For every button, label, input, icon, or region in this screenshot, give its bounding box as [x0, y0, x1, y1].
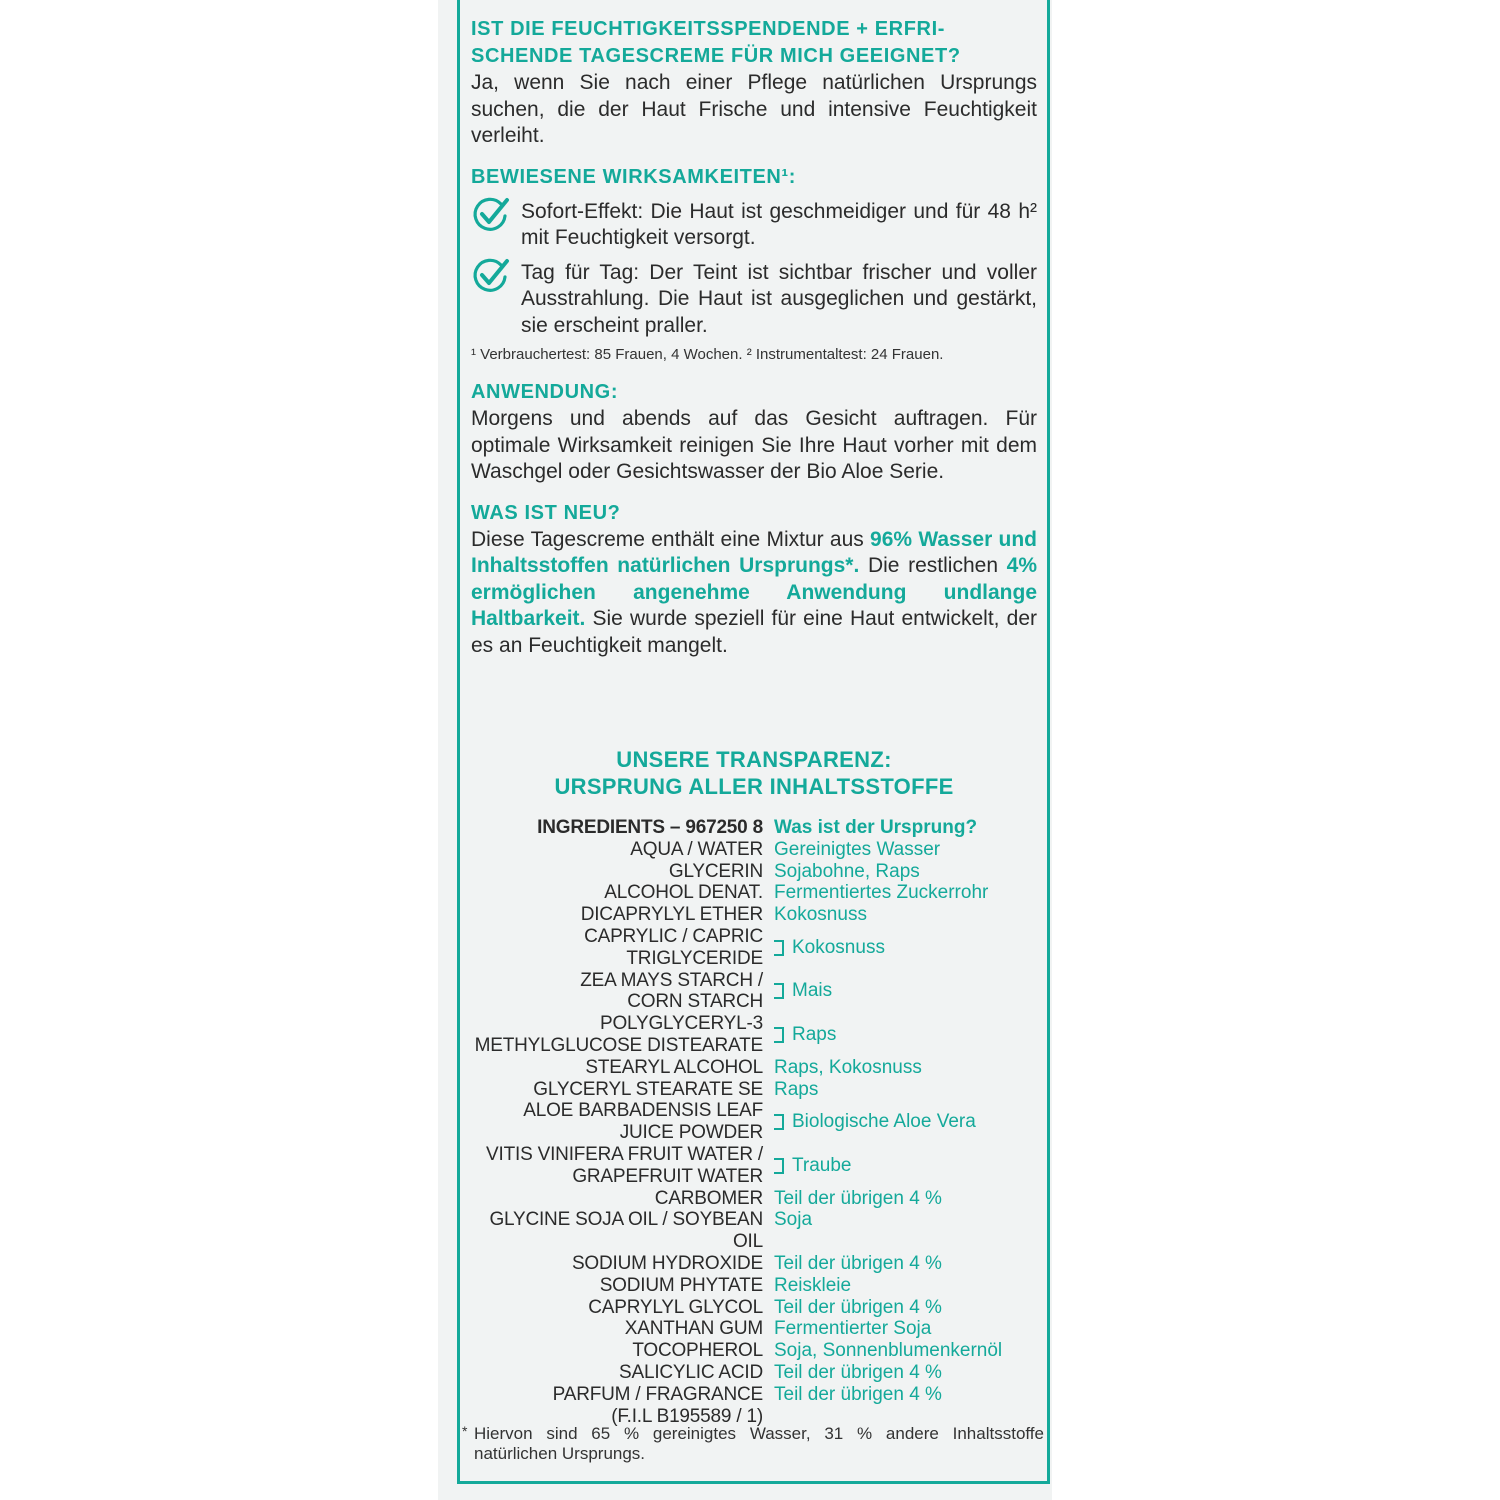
ingredient-name-line: GLYCINE SOJA OIL / SOYBEAN OIL [489, 1209, 763, 1253]
section3-heading: ANWENDUNG: [471, 381, 619, 403]
section1-heading-line2: SCHENDE TAGESCREME FÜR MICH GEEIGNET? [471, 45, 961, 67]
ingredient-origin-text: Soja, Sonnenblumenkernöl [774, 1340, 1003, 1362]
ingredient-row [460, 904, 1040, 926]
ingredient-origin-text: Teil der übrigen 4 % [774, 1383, 942, 1405]
ingredient-origin [763, 1340, 1040, 1362]
section4-highlight-2: 4% ermöglichen angenehme Anwendung undlange Haltbarkeit. [471, 554, 1037, 630]
ingredient-name-line: ALOE BARBADENSIS LEAF [523, 1100, 763, 1122]
ingredient-row [460, 1340, 1040, 1362]
ingredient-name [460, 1144, 763, 1188]
ingredient-origin [763, 1209, 1040, 1253]
ingredient-name-line: AQUA / WATER [630, 838, 763, 860]
section1-heading-line1: IST DIE FEUCHTIGKEITSSPENDENDE + ERFRI- [471, 18, 946, 40]
ingredient-origin-text: Teil der übrigen 4 % [774, 1361, 942, 1383]
ingredient-name [460, 1057, 763, 1079]
ingredient-origin-text: Gereinigtes Wasser [774, 838, 941, 860]
ingredient-origin [763, 1013, 1040, 1057]
ingredient-name-line: JUICE POWDER [619, 1122, 763, 1144]
ingredient-origin [763, 882, 1040, 904]
ingredient-row [460, 1057, 1040, 1079]
section2-heading: BEWIESENE WIRKSAMKEITEN¹: [471, 165, 796, 188]
ingredient-row [460, 1013, 1040, 1057]
ingredient-origin [763, 1253, 1040, 1275]
ingredient-row [460, 1209, 1040, 1253]
transparency-title-line2: URSPRUNG ALLER INHALTSSTOFFE [554, 774, 954, 799]
ingredient-origin-text: Raps [792, 1024, 837, 1046]
footer-star: * [462, 1423, 468, 1439]
ingredient-row [460, 1253, 1040, 1275]
ingredient-name-line: CARBOMER [654, 1187, 763, 1209]
ingredient-origin-text: Teil der übrigen 4 % [774, 1187, 942, 1209]
check-circle-icon [471, 256, 511, 296]
ingredient-name-line: XANTHAN GUM [624, 1318, 763, 1340]
section4-text-3: Sie wurde speziell für eine Haut entwickelt, der es an Feuchtigkeit mangelt. [471, 607, 1037, 657]
ingredient-name [460, 861, 763, 883]
ingredient-origin-text: Soja [774, 1209, 813, 1231]
ingredient-name-line: TRIGLYCERIDE [626, 947, 763, 969]
ingredient-name-line: PARFUM / FRAGRANCE [552, 1383, 763, 1405]
ingredient-origin [763, 1297, 1040, 1319]
ingredient-origin-text: Kokosnuss [774, 904, 867, 926]
ingredient-origin [763, 1318, 1040, 1340]
efficacy-footnote: ¹ Verbrauchertest: 85 Frauen, 4 Wochen. ² Instrumentaltest: 24 Frauen. [471, 346, 944, 363]
ingredient-origin-text: Teil der übrigen 4 % [774, 1296, 942, 1318]
ingredient-origin-text: Teil der übrigen 4 % [774, 1252, 942, 1274]
ingredient-name [460, 882, 763, 904]
ingredient-origin [763, 839, 1040, 861]
ingredient-row [460, 970, 1040, 1014]
ingredient-name-line: METHYLGLUCOSE DISTEARATE [474, 1034, 763, 1056]
ingredient-name [460, 1340, 763, 1362]
section4-highlight-1: 96% Wasser und Inhaltsstoffen natürlichen Ursprungs*. [471, 527, 1037, 577]
ingredient-origin [763, 970, 1040, 1014]
ingredient-row [460, 1297, 1040, 1319]
bracket-icon [774, 983, 784, 999]
ingredient-name-line: STEARYL ALCOHOL [585, 1056, 763, 1078]
ingredients-header-right: Was ist der Ursprung? [774, 817, 978, 838]
ingredient-origin [763, 1384, 1040, 1406]
transparency-title-line1: UNSERE TRANSPARENZ: [616, 747, 892, 772]
ingredient-name [460, 1188, 763, 1210]
ingredient-name [460, 1318, 763, 1340]
ingredients-header-left: INGREDIENTS – 967250 8 [537, 817, 763, 838]
ingredient-name-line: GLYCERYL STEARATE SE [533, 1078, 763, 1100]
bracket-icon [774, 1027, 784, 1043]
ingredient-row [460, 1079, 1040, 1101]
ingredient-name [460, 1253, 763, 1275]
ingredients-table [460, 817, 1040, 1427]
ingredient-name [460, 1384, 763, 1406]
ingredient-origin-text: Mais [792, 980, 833, 1002]
ingredient-origin [763, 1188, 1040, 1210]
ingredient-origin-text: Traube [792, 1154, 852, 1176]
ingredient-name-line: SALICYLIC ACID [619, 1361, 763, 1383]
footer-note [460, 1424, 1044, 1464]
ingredient-name-line: SODIUM PHYTATE [599, 1274, 763, 1296]
ingredient-origin [763, 861, 1040, 883]
ingredient-name [460, 1275, 763, 1297]
ingredient-name [460, 1297, 763, 1319]
ingredient-row [460, 1188, 1040, 1210]
ingredient-row [460, 861, 1040, 883]
efficacy-item-2-text: Tag für Tag: Der Teint ist sichtbar frischer und voller Ausstrahlung. Die Haut ist ausgeglichen und gestärkt, sie erscheint praller. [521, 260, 1037, 337]
ingredient-name [460, 1100, 763, 1144]
ingredient-origin [763, 1079, 1040, 1101]
ingredient-origin [763, 1275, 1040, 1297]
section3-body: Morgens und abends auf das Gesicht auftragen. Für optimale Wirksamkeit reinigen Sie Ihre Haut vorher mit dem Waschgel oder Gesichtswasser der Bio Aloe Serie. [471, 407, 1037, 483]
ingredient-row [460, 1144, 1040, 1188]
ingredient-origin-text: Kokosnuss [792, 936, 885, 958]
ingredient-origin [763, 904, 1040, 926]
ingredient-name-line: GLYCERIN [668, 860, 763, 882]
ingredient-name [460, 1362, 763, 1384]
info-content [471, 16, 1037, 659]
ingredient-row [460, 882, 1040, 904]
section1-body: Ja, wenn Sie nach einer Pflege natürlichen Ursprungs suchen, die der Haut Frische und intensive Feuchtigkeit verleiht. [471, 71, 1037, 147]
section4-text-2: Die restlichen [859, 554, 1007, 577]
check-circle-icon [471, 195, 511, 235]
ingredient-origin-text: Fermentiertes Zuckerrohr [774, 882, 989, 904]
transparency-title [471, 746, 1037, 800]
ingredient-name [460, 1209, 763, 1253]
section4-text-1: Diese Tagescreme enthält eine Mixtur aus [471, 527, 871, 551]
ingredient-name-line: CAPRYLIC / CAPRIC [584, 925, 763, 947]
ingredient-origin-text: Biologische Aloe Vera [792, 1111, 976, 1133]
ingredient-row [460, 1384, 1040, 1406]
ingredient-name-line: (F.I.L B195589 / 1) [611, 1405, 763, 1427]
ingredient-row [460, 1362, 1040, 1384]
ingredient-origin [763, 1362, 1040, 1384]
ingredient-origin [763, 926, 1040, 970]
ingredient-name-line: CORN STARCH [627, 991, 763, 1013]
ingredient-name-line: CAPRYLYL GLYCOL [588, 1296, 763, 1318]
ingredient-origin-text: Raps [774, 1078, 819, 1100]
ingredient-origin-text: Reiskleie [774, 1274, 852, 1296]
ingredient-origin-text: Sojabohne, Raps [774, 860, 920, 882]
ingredient-name [460, 970, 763, 1014]
bracket-icon [774, 1158, 784, 1174]
ingredient-name-line: GRAPEFRUIT WATER [572, 1165, 763, 1187]
ingredient-name-line: SODIUM HYDROXIDE [571, 1252, 763, 1274]
ingredient-name-line: TOCOPHEROL [632, 1340, 763, 1362]
ingredient-name [460, 904, 763, 926]
efficacy-item-1-text: Sofort-Effekt: Die Haut ist geschmeidiger und für 48 h² mit Feuchtigkeit versorgt. [521, 199, 1037, 249]
ingredients-header [460, 817, 1040, 839]
bracket-icon [774, 1114, 784, 1130]
bracket-icon [774, 940, 784, 956]
section4-body [471, 527, 1037, 660]
section4-heading: WAS IST NEU? [471, 501, 621, 524]
ingredient-origin [763, 1057, 1040, 1079]
ingredient-origin [763, 1144, 1040, 1188]
ingredient-origin [763, 1100, 1040, 1144]
ingredient-row [460, 1275, 1040, 1297]
footer-text: Hiervon sind 65 % gereinigtes Wasser, 31 % andere Inhaltsstoffe natürlichen Ursprungs. [474, 1424, 1044, 1463]
ingredient-row [460, 839, 1040, 861]
ingredient-name [460, 839, 763, 861]
ingredient-name [460, 1079, 763, 1101]
ingredient-origin-text: Fermentierter Soja [774, 1318, 932, 1340]
ingredient-name [460, 1013, 763, 1057]
efficacy-item-2 [471, 260, 1037, 340]
ingredient-name-line: DICAPRYLYL ETHER [580, 904, 763, 926]
ingredient-name [460, 926, 763, 970]
ingredient-name-line: POLYGLYCERYL-3 [600, 1013, 763, 1035]
ingredient-row [460, 1100, 1040, 1144]
ingredient-row [460, 1318, 1040, 1340]
ingredient-name-line: VITIS VINIFERA FRUIT WATER / [486, 1143, 763, 1165]
ingredient-origin-text: Raps, Kokosnuss [774, 1056, 922, 1078]
efficacy-item-1 [471, 199, 1037, 252]
ingredient-name-line: ALCOHOL DENAT. [604, 882, 763, 904]
ingredient-row [460, 926, 1040, 970]
ingredient-name-line: ZEA MAYS STARCH / [580, 969, 763, 991]
